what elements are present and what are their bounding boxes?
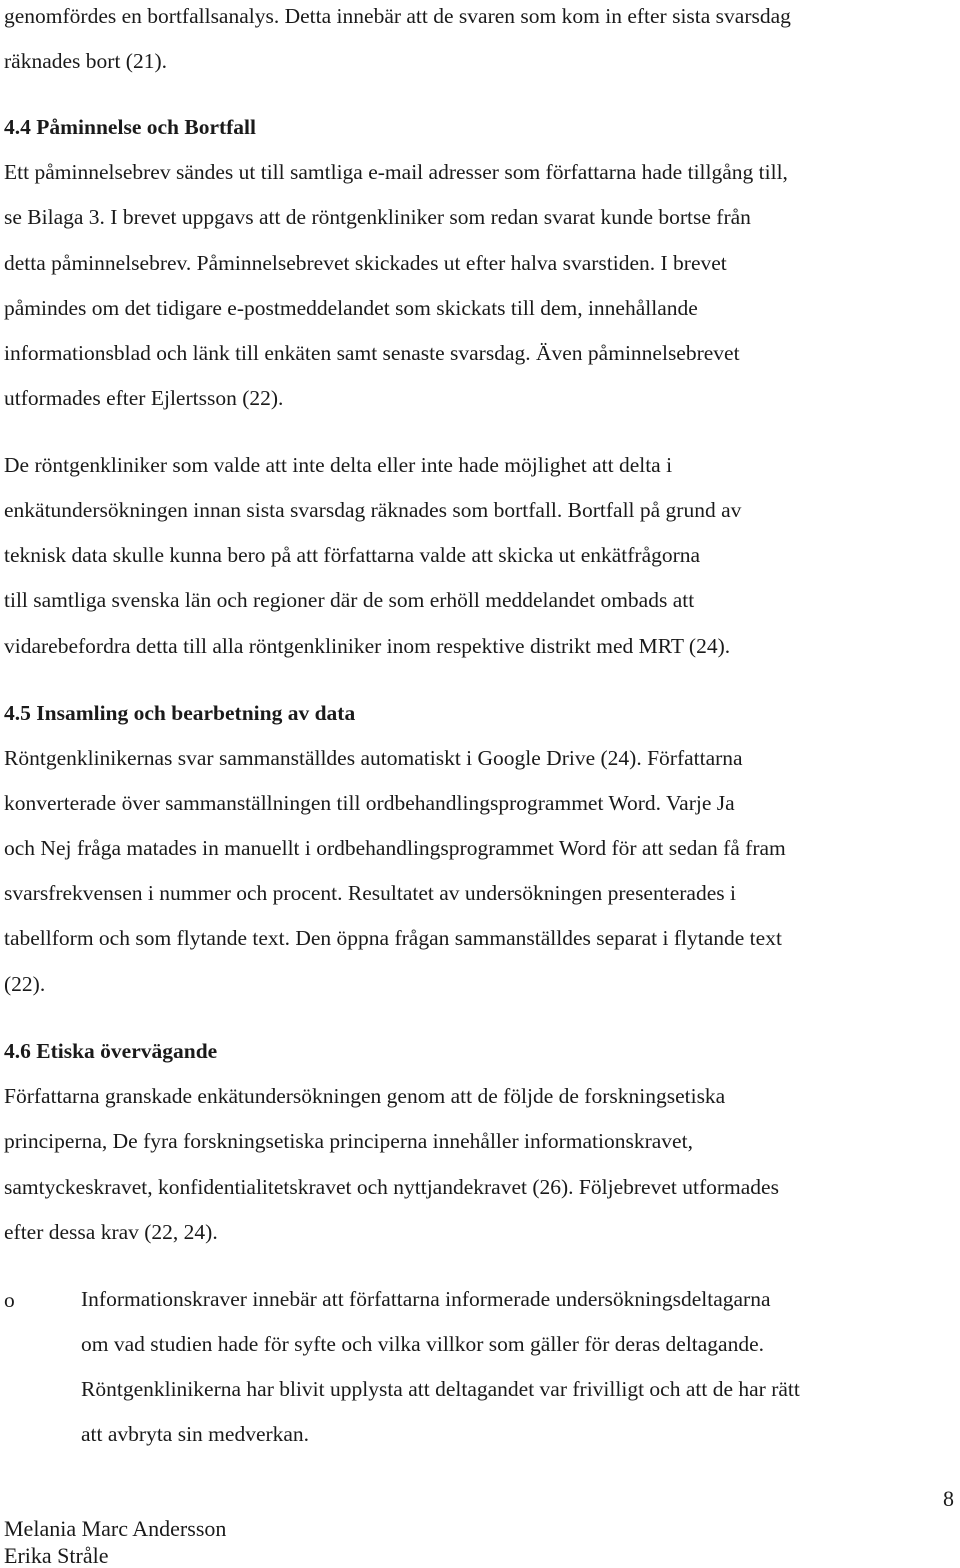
bullet-marker: o xyxy=(4,1288,15,1312)
body-text-line: se Bilaga 3. I brevet uppgavs att de röntgenkliniker som redan svarat kunde bortse från xyxy=(4,205,751,229)
body-text-line: efter dessa krav (22, 24). xyxy=(4,1220,218,1244)
body-text-line: (22). xyxy=(4,972,46,996)
body-text-line: Författarna granskade enkätundersökningen genom att de följde de forskningsetiska xyxy=(4,1084,726,1108)
body-text-line: svarsfrekvensen i nummer och procent. Resultatet av undersökningen presenterades i xyxy=(4,881,736,905)
body-text-line: till samtliga svenska län och regioner där de som erhöll meddelandet ombads att xyxy=(4,588,695,612)
body-text-line: informationsblad och länk till enkäten samt senaste svarsdag. Även påminnelsebrevet xyxy=(4,341,740,365)
body-text-line: teknisk data skulle kunna bero på att författarna valde att skicka ut enkätfrågorna xyxy=(4,543,701,567)
body-text-line: och Nej fråga matades in manuellt i ordbehandlingsprogrammet Word för att sedan få fram xyxy=(4,836,786,860)
body-text-line: De röntgenkliniker som valde att inte delta eller inte hade möjlighet att delta i xyxy=(4,453,673,477)
body-text-line: principerna, De fyra forskningsetiska principerna innehåller informationskravet, xyxy=(4,1129,693,1153)
body-text-line: räknades bort (21). xyxy=(4,49,167,73)
bullet-text-line: Informationskraver innebär att författarna informerade undersökningsdeltagarna xyxy=(81,1287,771,1311)
body-text-line: tabellform och som flytande text. Den öppna frågan sammanställdes separat i flytande text xyxy=(4,926,782,950)
body-text-line: vidarebefordra detta till alla röntgenkliniker inom respektive distrikt med MRT (24). xyxy=(4,634,731,658)
body-text-line: påmindes om det tidigare e-postmeddelandet som skickats till dem, innehållande xyxy=(4,296,698,320)
body-text-line: Ett påminnelsebrev sändes ut till samtliga e-mail adresser som författarna hade tillgång till, xyxy=(4,160,788,184)
body-text-line: samtyckeskravet, konfidentialitetskravet och nyttjandekravet (26). Följebrevet utformades xyxy=(4,1175,779,1199)
body-text-line: Röntgenklinikernas svar sammanställdes automatiskt i Google Drive (24). Författarna xyxy=(4,746,743,770)
section-heading: 4.5 Insamling och bearbetning av data xyxy=(4,701,356,725)
bullet-text-line: Röntgenklinikerna har blivit upplysta att deltagandet var frivilligt och att de har rätt xyxy=(81,1377,800,1401)
bullet-text-line: om vad studien hade för syfte och vilka villkor som gäller för deras deltagande. xyxy=(81,1332,765,1356)
footer-author: Erika Stråle xyxy=(4,1543,109,1568)
footer-author: Melania Marc Andersson xyxy=(4,1516,227,1541)
body-text-line: utformades efter Ejlertsson (22). xyxy=(4,386,284,410)
body-text-line: detta påminnelsebrev. Påminnelsebrevet skickades ut efter halva svarstiden. I brevet xyxy=(4,251,727,275)
section-heading: 4.4 Påminnelse och Bortfall xyxy=(4,115,257,139)
body-text-line: enkätundersökningen innan sista svarsdag räknades som bortfall. Bortfall på grund av xyxy=(4,498,742,522)
page-number: 8 xyxy=(943,1486,954,1511)
bullet-text-line: att avbryta sin medverkan. xyxy=(81,1422,310,1446)
body-text-line: genomfördes en bortfallsanalys. Detta innebär att de svaren som kom in efter sista svarsdag xyxy=(4,4,791,28)
section-heading: 4.6 Etiska övervägande xyxy=(4,1039,218,1063)
body-text-line: konverterade över sammanställningen till ordbehandlingsprogrammet Word. Varje Ja xyxy=(4,791,735,815)
